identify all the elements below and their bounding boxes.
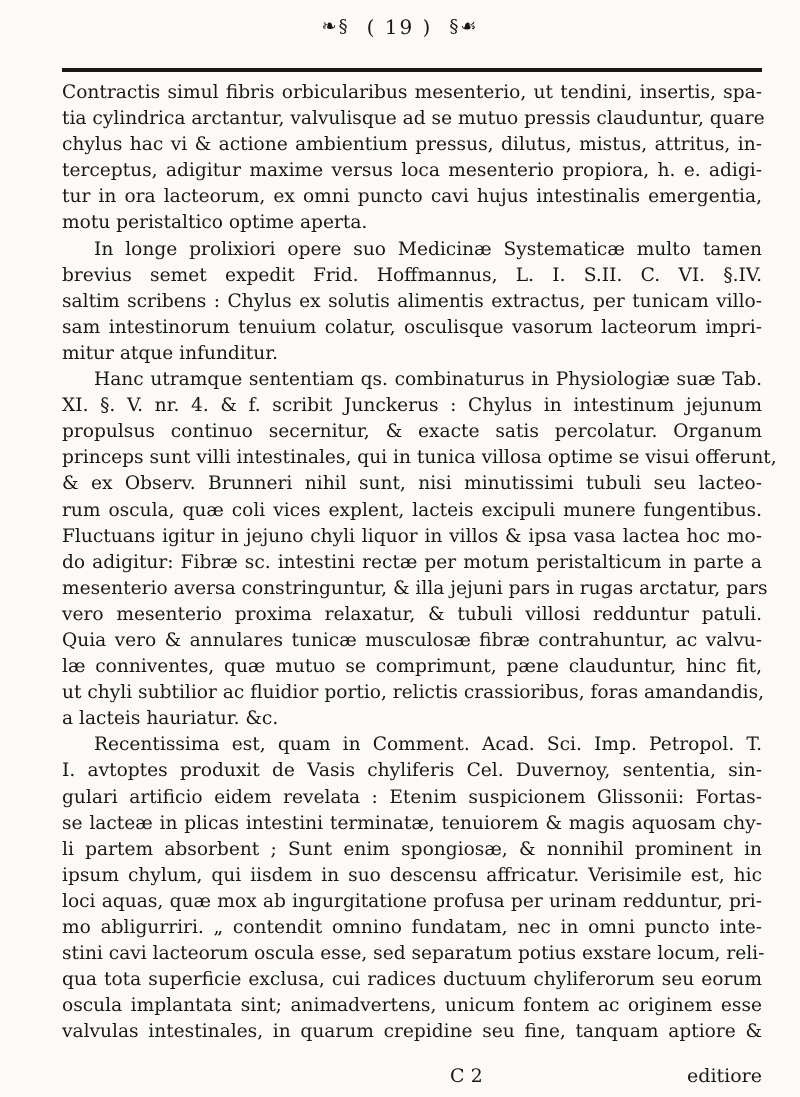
text-line: sam intestinorum tenuium colatur, osculisque vasorum lacteorum impri- [62, 316, 762, 338]
text-line: tur in ora lacteorum, ex omni puncto cavi hujus intestinalis emergentia, [62, 186, 762, 208]
text-line: li partem absorbent ; Sunt enim spongiosæ, & nonnihil prominent in [62, 838, 762, 860]
text-line: Hanc utramque sententiam qs. combinaturus in Physiologiæ suæ Tab. [94, 369, 762, 391]
text-line: do adigitur: Fibræ sc. intestini rectæ per motum peristalticum in parte a [62, 551, 762, 573]
text-line: vero mesenterio proxima relaxatur, & tubuli villosi redduntur patuli. [62, 603, 762, 625]
text-line: qua tota superficie exclusa, cui radices ductuum chyliferorum seu eorum [62, 969, 762, 991]
signature-mark: C 2 [450, 1065, 483, 1087]
header-rule [62, 68, 762, 72]
text-line: I. avtoptes produxit de Vasis chyliferis Cel. Duvernoy, sententia, sin- [62, 760, 762, 782]
text-line: a lacteis hauriatur. &c. [62, 708, 279, 730]
text-line: chylus hac vi & actione ambientium pressus, dilutus, mistus, attritus, in- [62, 134, 762, 156]
running-header [0, 10, 800, 44]
page-footer [62, 1062, 762, 1090]
text-line: saltim scribens : Chylus ex solutis alimentis extractus, per tunicam villo- [62, 290, 762, 312]
text-line: gulari artificio eidem revelata : Etenim suspicionem Glissonii: Fortas- [62, 786, 762, 808]
text-line: Contractis simul fibris orbicularibus mesenterio, ut tendini, insertis, spa- [62, 82, 762, 103]
text-line: mesenterio aversa constringuntur, & illa jejuni pars in rugas arctatur, pars [62, 577, 768, 599]
text-line: oscula implantata sint; animadvertens, unicum fontem ac originem esse [62, 995, 762, 1017]
text-line: propulsus continuo secernitur, & exacte satis percolatur. Organum [62, 421, 762, 443]
text-line: motu peristaltico optime aperta. [62, 212, 368, 234]
text-line: tia cylindrica arctantur, valvulisque ad se mutuo pressis clauduntur, quare [62, 108, 765, 130]
text-line: ipsum chylum, qui iisdem in suo descensu affricatur. Verisimile est, hic [62, 864, 762, 886]
body-text [62, 80, 777, 1045]
right-ornament: §☙ [449, 16, 479, 37]
text-line: XI. §. V. nr. 4. & f. scribit Junckerus : Chylus in intestinum jejunum [62, 395, 762, 417]
left-ornament: ❧§ [321, 16, 350, 37]
text-line: Quia vero & annulares tunicæ musculosæ fibræ contrahuntur, ac valvu- [62, 629, 762, 651]
text-line: mitur atque infunditur. [62, 342, 278, 364]
text-line: læ conniventes, quæ mutuo se comprimunt, pæne clauduntur, hinc fit, [62, 656, 762, 678]
text-line: ut chyli subtilior ac fluidior portio, relictis crassioribus, foras amandandis, [62, 682, 765, 704]
text-line: princeps sunt villi intestinales, qui in tunica villosa optime se visui offerunt, [62, 447, 777, 469]
page-number: ( 19 ) [366, 15, 433, 39]
text-line: se lacteæ in plicas intestini terminatæ, tenuiorem & magis aquosam chy- [62, 812, 762, 834]
text-line: valvulas intestinales, in quarum crepidine seu fine, tanquam aptiore & [62, 1021, 762, 1043]
text-line: brevius semet expedit Frid. Hoffmannus, L. I. S.II. C. VI. §.IV. [62, 264, 762, 286]
text-line: stini cavi lacteorum oscula esse, sed separatum potius exstare locum, reli- [62, 943, 765, 965]
text-line: Recentissima est, quam in Comment. Acad. Sci. Imp. Petropol. T. [94, 734, 762, 756]
text-line: Fluctuans igitur in jejuno chyli liquor in villos & ipsa vasa lactea hoc mo- [62, 525, 762, 547]
text-line: rum oscula, quæ coli vices explent, lacteis excipuli munere fungentibus. [62, 499, 762, 521]
text-line: terceptus, adigitur maxime versus loca mesenterio propiora, h. e. adigi- [62, 160, 762, 182]
text-line: loci aquas, quæ mox ab ingurgitatione profusa per urinam redduntur, pri- [62, 890, 762, 912]
text-line: & ex Observ. Brunneri nihil sunt, nisi minutissimi tubuli seu lacteo- [62, 473, 762, 495]
text-line: In longe prolixiori opere suo Medicinæ Systematicæ multo tamen [94, 238, 762, 260]
text-line: mo abligurriri. „ contendit omnino fundatam, nec in omni puncto inte- [62, 917, 762, 938]
catchword: editiore [687, 1065, 762, 1087]
